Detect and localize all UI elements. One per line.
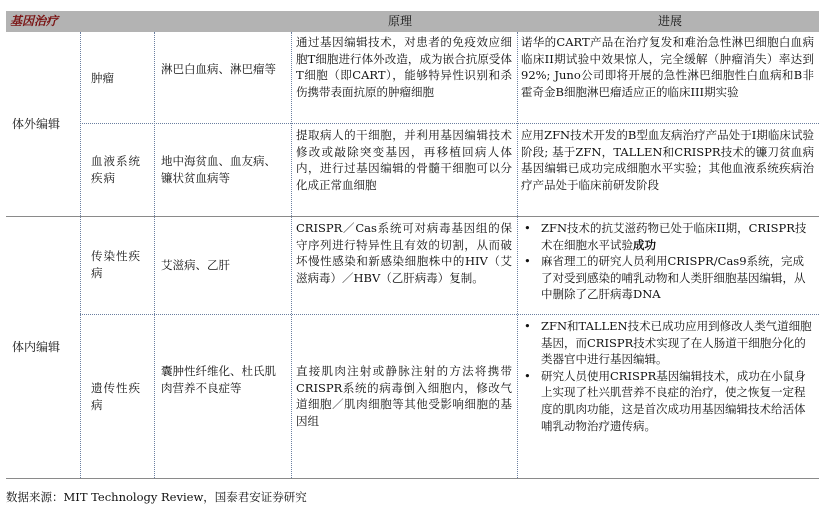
row-progress-tumor: 诺华的CART产品在治疗复发和难治急性淋巴细胞白血病临床II期试验中效果惊人，完全缓解（肿瘤消失）率达到92%; Juno公司即将开展的急性淋巴细胞性白血病和B非霍奇金B细胞淋巴瘤适应正的临床III期实验 — [521, 35, 814, 99]
row-divider — [80, 123, 819, 124]
column-divider — [154, 32, 155, 478]
row-disease-blood: 地中海贫血、血友病、镰状贫血病等 — [161, 154, 276, 185]
header-principle: 原理 — [388, 14, 413, 28]
bullet-icon: • — [524, 221, 531, 235]
list-item: • ZFN技术的抗艾滋药物已处于临床II期，CRISPR技术在细胞水平试验成功 — [524, 221, 807, 252]
row-disease-infectious: 艾滋病、乙肝 — [161, 258, 230, 272]
bold-text: 成功 — [633, 237, 656, 252]
row-principle-hereditary: 直接肌肉注射或静脉注射的方法将携带CRISPR系统的病毒倒入细胞内，修改气道细胞／肌肉细胞等其他受影响细胞的基因组 — [296, 364, 512, 428]
list-item: • ZFN和TALLEN技术已成功应用到修改人类气道细胞基因，而CRISPR技术实现了在人肠道干细胞分化的类器官中进行基因编辑。 — [524, 319, 812, 367]
row-progress-hereditary — [521, 318, 814, 434]
row-category-tumor: 肿瘤 — [91, 71, 114, 85]
row-principle-blood: 提取病人的干细胞，并利用基因编辑技术修改或敲除突变基因，再移植回病人体内，进行过基因编辑的骨髓干细胞可以分化成正常血细胞 — [296, 128, 512, 192]
source-note: 数据来源：MIT Technology Review，国泰君安证券研究 — [6, 490, 307, 504]
bullet-icon: • — [524, 368, 531, 383]
header-gene-therapy: 基因治疗 — [10, 14, 59, 28]
bullet-icon: • — [524, 319, 531, 333]
row-principle-infectious: CRISPR／Cas系统可对病毒基因组的保守序列进行特异性且有效的切割，从而破坏慢性感染和新感染细胞株中的HIV（艾滋病毒）／HBV（乙肝病毒）复制。 — [296, 221, 512, 285]
header-progress: 进展 — [658, 14, 683, 28]
group-divider — [6, 216, 819, 217]
column-divider — [517, 32, 518, 478]
row-category-blood: 血液系统疾病 — [91, 154, 141, 185]
row-disease-hereditary: 囊肿性纤维化、杜氏肌肉营养不良症等 — [161, 364, 276, 395]
row-principle-tumor: 通过基因编辑技术，对患者的免疫效应细胞T细胞进行体外改造，成为嵌合抗原受体T细胞（即CART），能够特异性识别和杀伤携带表面抗原的肿瘤细胞 — [296, 35, 512, 99]
row-progress-blood: 应用ZFN技术开发的B型血友病治疗产品处于I期临床试验阶段; 基于ZFN，TALLEN和CRISPR技术的镰刀贫血病基因编辑已成功完成细胞水平实验；其他血液系统疾病治疗产品处于临床前研发阶段 — [521, 128, 814, 192]
row-disease-tumor: 淋巴白血病、淋巴瘤等 — [161, 62, 276, 76]
bullet-icon: • — [524, 254, 531, 269]
row-category-infectious: 传染性疾病 — [91, 249, 141, 280]
row-category-hereditary: 遗传性疾病 — [91, 381, 141, 412]
column-divider — [80, 32, 81, 478]
table-header — [6, 11, 819, 32]
table-bottom-rule — [6, 478, 819, 479]
row-divider — [80, 314, 819, 315]
column-divider — [291, 32, 292, 478]
row-progress-infectious — [521, 220, 814, 303]
list-item: • 麻省理工的研究人员利用CRISPR/Cas9系统，完成了对受到感染的哺乳动物和人类肝细胞基因编辑，从中删除了乙肝病毒DNA — [524, 254, 806, 302]
list-item: • 研究人员使用CRISPR基因编辑技术，成功在小鼠身上实现了杜兴肌营养不良症的治疗，使之恢复一定程度的肌肉功能，这是首次成功用基因编辑技术给活体哺乳动物治疗遗传病。 — [524, 368, 806, 433]
group-label-ex-vivo: 体外编辑 — [12, 117, 61, 131]
group-label-in-vivo: 体内编辑 — [12, 340, 61, 354]
